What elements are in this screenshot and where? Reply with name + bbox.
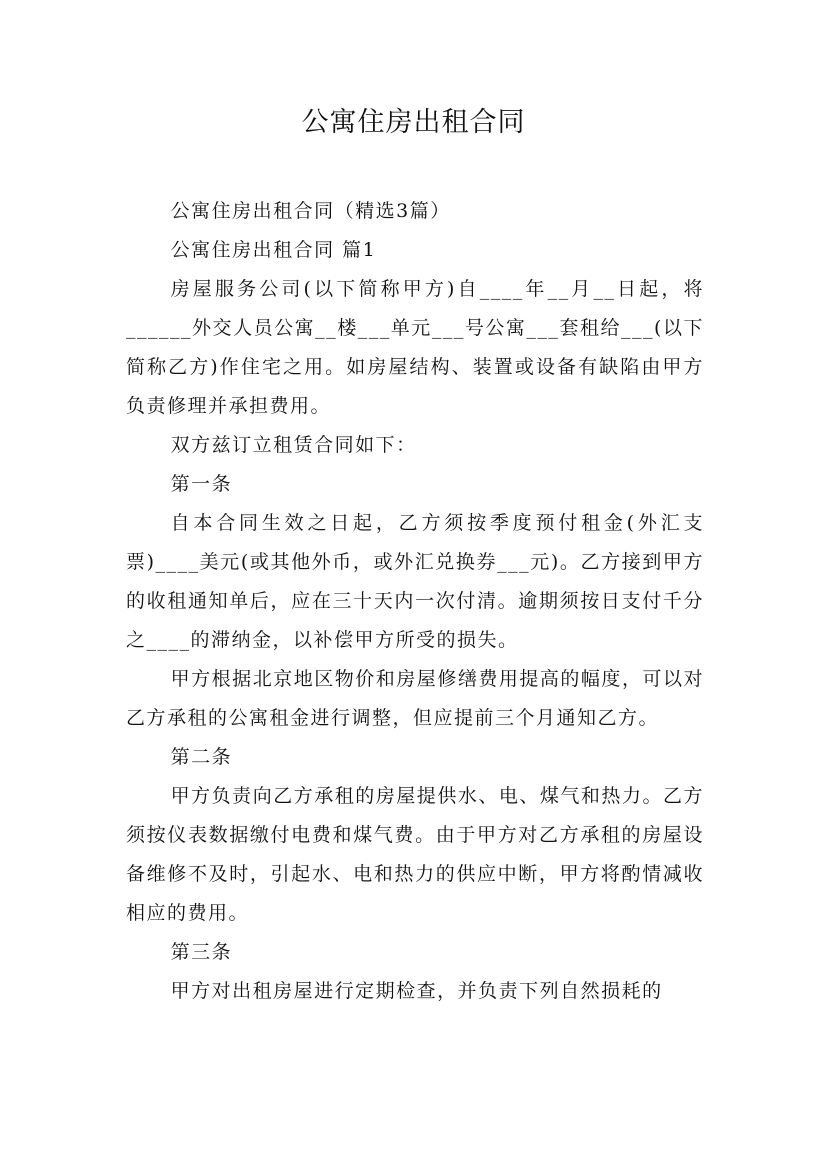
article-heading: 第二条 xyxy=(170,746,233,768)
body-paragraph: 双方兹订立租赁合同如下： xyxy=(170,434,417,456)
body-paragraph: 甲方对出租房屋进行定期检查，并负责下列自然损耗的 xyxy=(170,980,663,1002)
article-heading: 第三条 xyxy=(170,941,233,963)
document-title: 公寓住房出租合同 xyxy=(301,107,526,138)
subtitle-paragraph: 公寓住房出租合同（精选3篇） xyxy=(170,200,451,222)
body-paragraph: 甲方负责向乙方承租的房屋提供水、电、煤气和热力。乙方须按仪表数据缴付电费和煤气费。由于甲方对乙方承租的房屋设备维修不及时，引起水、电和热力的供应中断，甲方将酌情减收相应的费用。 xyxy=(126,785,704,924)
section-heading: 公寓住房出租合同 篇1 xyxy=(170,239,377,261)
body-paragraph: 房屋服务公司(以下简称甲方)自____年__月__日起，将______外交人员公寓__楼___单元___号公寓___套租给___(以下简称乙方)作住宅之用。如房屋结构、装置或设备有缺陷由甲方负责修理并承担费用。 xyxy=(126,278,704,417)
article-heading: 第一条 xyxy=(170,473,233,495)
body-paragraph: 自本合同生效之日起，乙方须按季度预付租金(外汇支票)____美元(或其他外币，或外汇兑换券___元)。乙方接到甲方的收租通知单后，应在三十天内一次付清。逾期须按日支付千分之____的滞纳金，以补偿甲方所受的损失。 xyxy=(126,512,704,651)
body-paragraph: 甲方根据北京地区物价和房屋修缮费用提高的幅度，可以对乙方承租的公寓租金进行调整，但应提前三个月通知乙方。 xyxy=(126,668,704,729)
document-body xyxy=(126,192,704,1011)
